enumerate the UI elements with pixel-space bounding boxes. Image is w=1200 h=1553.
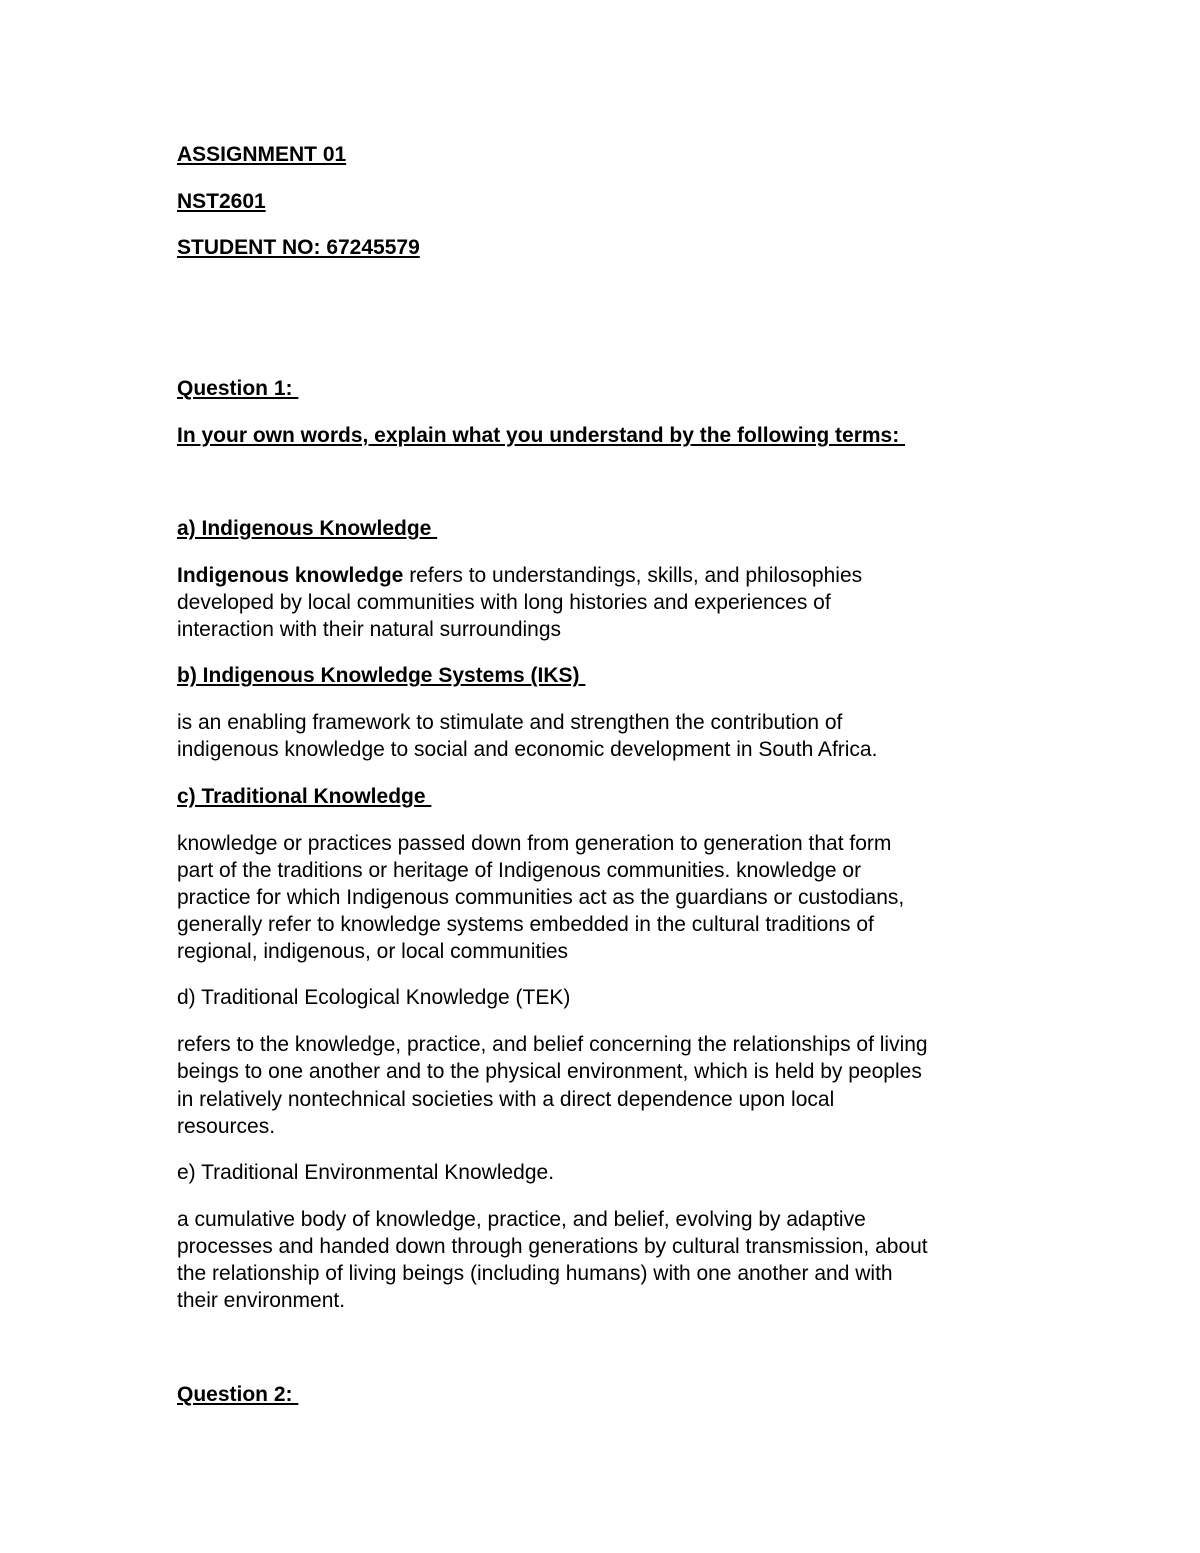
term-e-heading: e) Traditional Environmental Knowledge. xyxy=(177,1161,555,1184)
term-c-line-4: generally refer to knowledge systems embedded in the cultural traditions of xyxy=(177,913,874,936)
term-c-line-5: regional, indigenous, or local communities xyxy=(177,940,569,963)
term-a-line-3: interaction with their natural surroundings xyxy=(177,618,562,641)
term-e-line-2: processes and handed down through generations by cultural transmission, about xyxy=(177,1235,928,1258)
term-a-heading: a) Indigenous Knowledge xyxy=(177,517,438,540)
term-d-line-4: resources. xyxy=(177,1115,276,1138)
student-number: STUDENT NO: 67245579 xyxy=(177,236,420,259)
term-c-line-2: part of the traditions or heritage of Indigenous communities. knowledge or xyxy=(177,859,862,882)
term-c-line-1: knowledge or practices passed down from generation to generation that form xyxy=(177,832,892,855)
term-e-line-4: their environment. xyxy=(177,1289,346,1312)
module-code: NST2601 xyxy=(177,190,266,213)
term-d-line-1: refers to the knowledge, practice, and belief concerning the relationships of living xyxy=(177,1033,928,1056)
term-c-heading: c) Traditional Knowledge xyxy=(177,785,432,808)
term-d-line-3: in relatively nontechnical societies with a direct dependence upon local xyxy=(177,1088,835,1111)
term-b-line-2: indigenous knowledge to social and economic development in South Africa. xyxy=(177,738,878,761)
term-a-line-1-rest: refers to understandings, skills, and philosophies xyxy=(403,564,863,587)
term-b-heading: b) Indigenous Knowledge Systems (IKS) xyxy=(177,664,586,687)
term-a-line-1 xyxy=(177,562,862,589)
term-a-lead: Indigenous knowledge xyxy=(177,564,404,587)
question-2-title: Question 2: xyxy=(177,1383,299,1406)
assignment-title: ASSIGNMENT 01 xyxy=(177,143,347,166)
term-e-line-3: the relationship of living beings (including humans) with one another and with xyxy=(177,1262,893,1285)
term-b-line-1: is an enabling framework to stimulate and strengthen the contribution of xyxy=(177,711,843,734)
question-1-instruction: In your own words, explain what you understand by the following terms: xyxy=(177,424,906,447)
term-e-line-1: a cumulative body of knowledge, practice, and belief, evolving by adaptive xyxy=(177,1208,866,1231)
term-c-line-3: practice for which Indigenous communities act as the guardians or custodians, xyxy=(177,886,905,909)
question-1-title: Question 1: xyxy=(177,377,299,400)
term-d-heading: d) Traditional Ecological Knowledge (TEK) xyxy=(177,986,571,1009)
term-a-line-2: developed by local communities with long histories and experiences of xyxy=(177,591,831,614)
term-d-line-2: beings to one another and to the physical environment, which is held by peoples xyxy=(177,1060,922,1083)
